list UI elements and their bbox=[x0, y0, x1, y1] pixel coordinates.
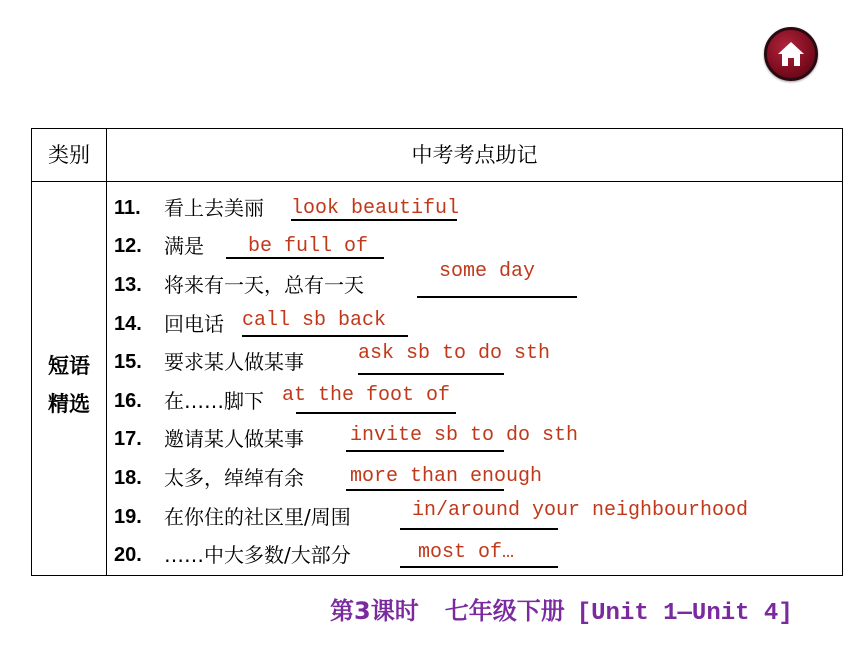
row-chinese: 看上去美丽 bbox=[164, 196, 264, 220]
answer-blank bbox=[400, 566, 558, 568]
row-chinese: 满是 bbox=[164, 234, 204, 258]
category-line-1: 短语 bbox=[48, 354, 90, 378]
row-number: 18. bbox=[114, 467, 142, 489]
row-number: 20. bbox=[114, 544, 142, 566]
row-chinese: 要求某人做某事 bbox=[164, 350, 304, 374]
lesson-label: 第3课时 bbox=[330, 597, 419, 625]
row-answer: more than enough bbox=[350, 465, 543, 488]
table-row bbox=[114, 189, 834, 227]
header-category: 类别 bbox=[48, 143, 90, 167]
grade-label: 七年级下册 bbox=[444, 597, 565, 625]
table-row bbox=[114, 343, 834, 381]
table-row bbox=[114, 459, 834, 497]
table-row bbox=[114, 498, 834, 536]
lesson-footer bbox=[330, 591, 793, 627]
row-chinese: 将来有一天，总有一天 bbox=[164, 273, 364, 297]
header-divider bbox=[32, 181, 842, 182]
row-chinese: 在……脚下 bbox=[164, 389, 264, 413]
category-label bbox=[32, 347, 106, 423]
table-row bbox=[114, 305, 834, 343]
row-number: 19. bbox=[114, 506, 142, 528]
row-answer: at the foot of bbox=[282, 384, 451, 407]
row-number: 14. bbox=[114, 313, 142, 335]
row-number: 11. bbox=[114, 197, 141, 219]
answer-blank bbox=[242, 335, 408, 337]
column-divider bbox=[106, 129, 107, 575]
row-answer: most of… bbox=[418, 541, 515, 564]
phrase-table bbox=[31, 128, 843, 576]
answer-blank bbox=[346, 450, 504, 452]
answer-blank bbox=[400, 528, 558, 530]
row-number: 15. bbox=[114, 351, 142, 373]
row-chinese: 太多，绰绰有余 bbox=[164, 466, 304, 490]
table-row bbox=[114, 382, 834, 420]
row-answer: call sb back bbox=[242, 309, 387, 332]
row-number: 17. bbox=[114, 428, 142, 450]
answer-blank bbox=[296, 412, 456, 414]
answer-blank bbox=[417, 296, 577, 298]
row-answer: in/around your neighbourhood bbox=[412, 499, 749, 522]
table-row bbox=[114, 536, 834, 574]
table-row bbox=[114, 260, 834, 304]
home-button[interactable] bbox=[764, 27, 818, 81]
header-main: 中考考点助记 bbox=[411, 143, 538, 167]
answer-blank bbox=[346, 489, 504, 491]
row-answer: be full of bbox=[248, 235, 369, 258]
answer-blank bbox=[358, 373, 504, 375]
units-label: [Unit 1—Unit 4] bbox=[576, 600, 793, 627]
row-answer: look beautiful bbox=[291, 197, 460, 220]
row-answer: ask sb to do sth bbox=[358, 342, 551, 365]
row-chinese: 邀请某人做某事 bbox=[164, 427, 304, 451]
row-number: 13. bbox=[114, 274, 142, 296]
row-chinese: 在你住的社区里/周围 bbox=[164, 505, 351, 529]
row-chinese: 回电话 bbox=[164, 312, 224, 336]
row-answer: invite sb to do sth bbox=[350, 424, 579, 447]
category-line-2: 精选 bbox=[48, 392, 90, 416]
row-number: 16. bbox=[114, 390, 142, 412]
table-row bbox=[114, 420, 834, 458]
home-icon bbox=[776, 40, 806, 68]
row-answer: some day bbox=[439, 260, 536, 283]
row-chinese: ……中大多数/大部分 bbox=[164, 543, 351, 567]
row-number: 12. bbox=[114, 235, 142, 257]
